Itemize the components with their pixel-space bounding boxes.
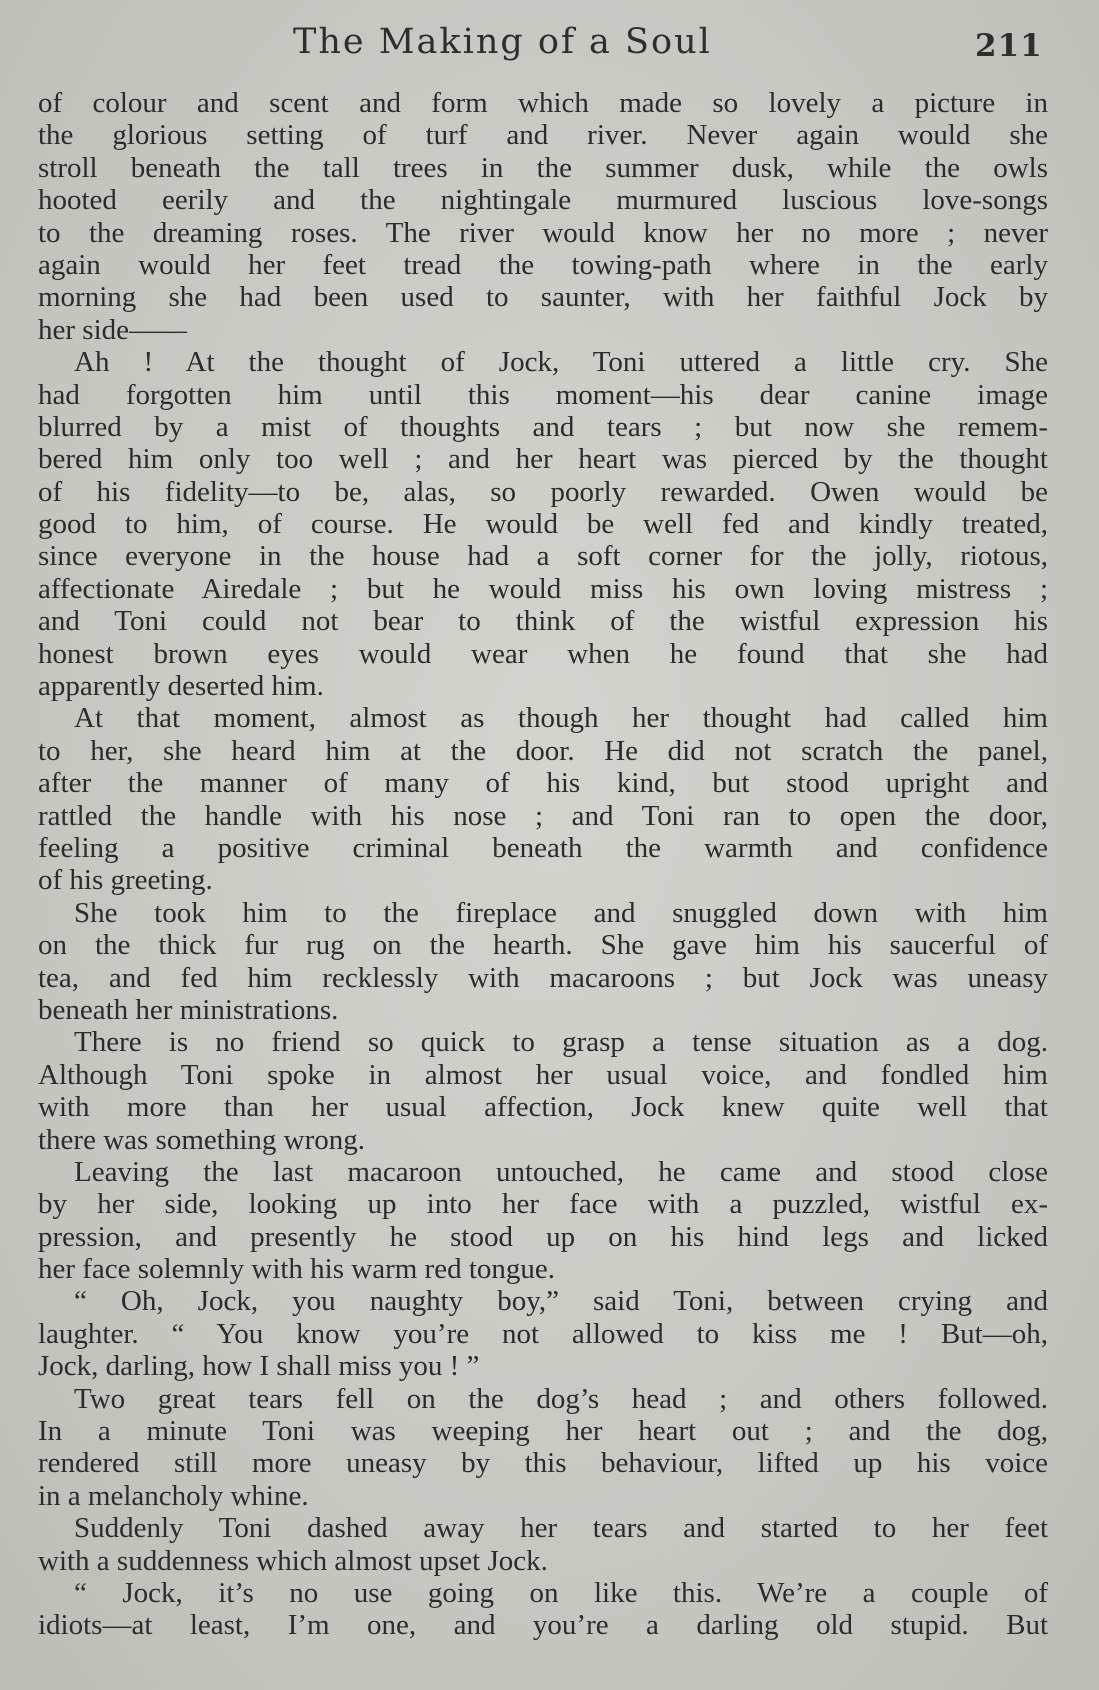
- text-line: after the manner of many of his kind, but stood upright and: [38, 767, 1048, 800]
- text-line: At that moment, almost as though her thought had called him: [74, 702, 1048, 735]
- text-line: bered him only too well ; and her heart was pierced by the thought: [38, 443, 1048, 476]
- text-line: idiots—at least, I’m one, and you’re a darling old stupid. But: [38, 1609, 1048, 1642]
- text-line: rendered still more uneasy by this behaviour, lifted up his voice: [38, 1447, 1048, 1480]
- text-line: “ Jock, it’s no use going on like this. We’re a couple of: [74, 1576, 1048, 1609]
- text-line: Jock, darling, how I shall miss you ! ”: [38, 1350, 480, 1383]
- text-line: blurred by a mist of thoughts and tears ; but now she remem-: [38, 410, 1048, 443]
- running-head-title: The Making of a Soul: [293, 22, 712, 62]
- text-line: Ah ! At the thought of Jock, Toni uttered a little cry. She: [74, 346, 1048, 379]
- text-line: her face solemnly with his warm red tongue.: [38, 1253, 556, 1286]
- text-line: beneath her ministrations.: [38, 993, 339, 1026]
- text-line: there was something wrong.: [38, 1123, 365, 1156]
- body-text: [38, 87, 1048, 1642]
- text-line: feeling a positive criminal beneath the warmth and confidence: [38, 831, 1048, 864]
- text-line: Although Toni spoke in almost her usual voice, and fondled him: [38, 1058, 1048, 1091]
- text-line: apparently deserted him.: [38, 670, 324, 703]
- text-line: on the thick fur rug on the hearth. She gave him his saucerful of: [38, 929, 1048, 962]
- running-head: [0, 18, 1099, 78]
- text-line: of his fidelity—to be, alas, so poorly rewarded. Owen would be: [38, 475, 1048, 508]
- text-line: Two great tears fell on the dog’s head ; and others followed.: [74, 1382, 1048, 1415]
- text-line: pression, and presently he stood up on his hind legs and licked: [38, 1220, 1048, 1253]
- text-line: in a melancholy whine.: [38, 1479, 309, 1512]
- text-line: since everyone in the house had a soft corner for the jolly, riotous,: [38, 540, 1048, 573]
- text-line: the glorious setting of turf and river. Never again would she: [38, 119, 1048, 152]
- text-line: with a suddenness which almost upset Jock.: [38, 1544, 548, 1577]
- text-line: affectionate Airedale ; but he would miss his own loving mistress ;: [38, 572, 1048, 605]
- text-line: She took him to the fireplace and snuggled down with him: [74, 896, 1048, 929]
- text-line: In a minute Toni was weeping her heart out ; and the dog,: [38, 1415, 1048, 1448]
- text-line: laughter. “ You know you’re not allowed to kiss me ! But—oh,: [38, 1317, 1048, 1350]
- text-line: to the dreaming roses. The river would know her no more ; never: [38, 216, 1048, 249]
- text-line: tea, and fed him recklessly with macaroons ; but Jock was uneasy: [38, 961, 1048, 994]
- text-line: hooted eerily and the nightingale murmured luscious love-songs: [38, 184, 1048, 217]
- text-line: Suddenly Toni dashed away her tears and started to her feet: [74, 1512, 1048, 1545]
- text-line: again would her feet tread the towing-path where in the early: [38, 248, 1048, 281]
- text-line: morning she had been used to saunter, with her faithful Jock by: [38, 281, 1048, 314]
- text-line: rattled the handle with his nose ; and Toni ran to open the door,: [38, 799, 1048, 832]
- text-line: of colour and scent and form which made so lovely a picture in: [38, 87, 1048, 119]
- text-line: by her side, looking up into her face with a puzzled, wistful ex-: [38, 1188, 1048, 1221]
- text-line: and Toni could not bear to think of the wistful expression his: [38, 605, 1048, 638]
- text-line: “ Oh, Jock, you naughty boy,” said Toni, between crying and: [74, 1285, 1048, 1318]
- text-line: with more than her usual affection, Jock knew quite well that: [38, 1091, 1048, 1124]
- text-line: her side——: [38, 313, 187, 346]
- text-line: honest brown eyes would wear when he found that she had: [38, 637, 1048, 670]
- text-line: good to him, of course. He would be well fed and kindly treated,: [38, 508, 1048, 541]
- text-line: Leaving the last macaroon untouched, he came and stood close: [74, 1155, 1048, 1188]
- text-line: of his greeting.: [38, 864, 213, 897]
- text-line: to her, she heard him at the door. He did not scratch the panel,: [38, 734, 1048, 767]
- text-line: stroll beneath the tall trees in the summer dusk, while the owls: [38, 151, 1048, 184]
- text-line: had forgotten him until this moment—his dear canine image: [38, 378, 1048, 411]
- text-line: There is no friend so quick to grasp a tense situation as a dog.: [74, 1026, 1048, 1059]
- page-number: 211: [975, 28, 1043, 64]
